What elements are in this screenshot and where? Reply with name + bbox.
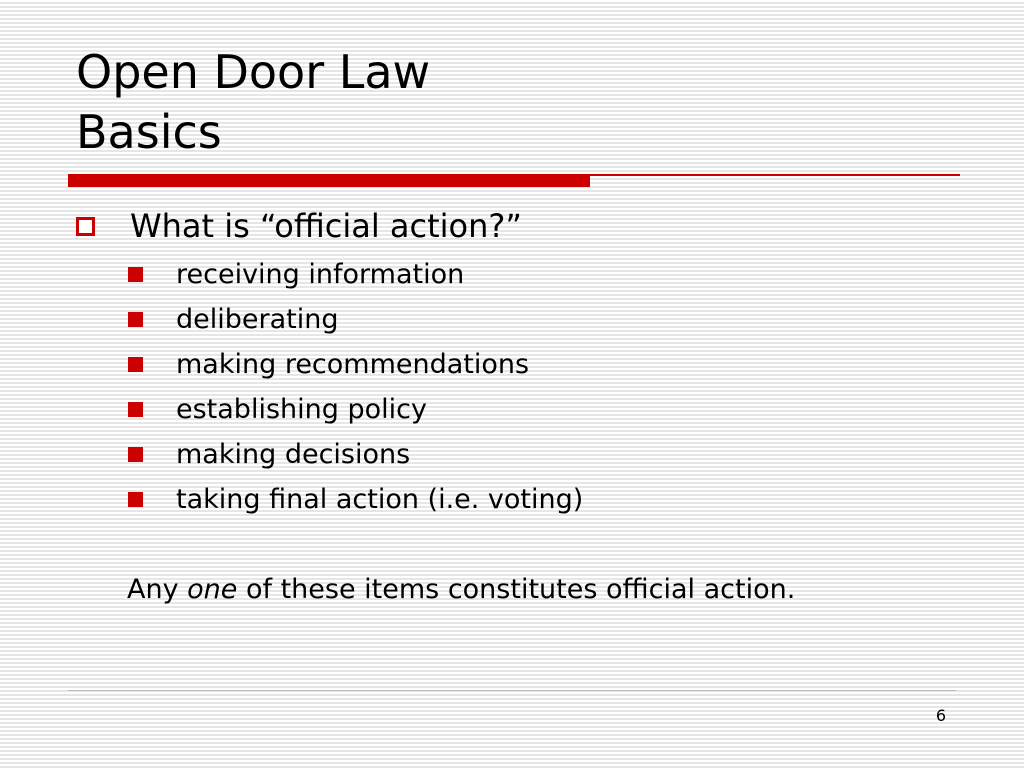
slide-title-line-2: Basics — [76, 105, 222, 159]
summary-text-after: of these items constitutes official action. — [237, 574, 796, 605]
summary-text-emphasis: one — [187, 574, 238, 605]
official-action-list — [128, 252, 583, 522]
filled-square-bullet-icon — [128, 447, 143, 462]
footer-divider — [68, 690, 956, 691]
list-item-text: deliberating — [176, 304, 339, 335]
filled-square-bullet-icon — [128, 402, 143, 417]
hollow-square-bullet-icon — [76, 217, 95, 236]
summary-text-before: Any — [127, 574, 188, 605]
main-bullet — [76, 204, 522, 248]
list-item — [128, 477, 583, 522]
list-item-text: taking final action (i.e. voting) — [176, 484, 584, 515]
filled-square-bullet-icon — [128, 312, 143, 327]
summary-text — [127, 568, 795, 612]
main-bullet-text: What is “official action?” — [130, 207, 522, 245]
filled-square-bullet-icon — [128, 357, 143, 372]
page-number: 6 — [935, 706, 946, 725]
list-item — [128, 297, 583, 342]
list-item — [128, 432, 583, 477]
list-item — [128, 342, 583, 387]
filled-square-bullet-icon — [128, 267, 143, 282]
list-item — [128, 252, 583, 297]
list-item-text: receiving information — [176, 259, 465, 290]
slide-title — [76, 42, 430, 162]
filled-square-bullet-icon — [128, 492, 143, 507]
list-item-text: making recommendations — [176, 349, 530, 380]
title-divider-thin — [590, 174, 960, 176]
list-item — [128, 387, 583, 432]
slide-title-line-1: Open Door Law — [76, 45, 431, 99]
list-item-text: establishing policy — [176, 394, 427, 425]
list-item-text: making decisions — [176, 439, 411, 470]
title-divider-thick — [68, 174, 590, 187]
